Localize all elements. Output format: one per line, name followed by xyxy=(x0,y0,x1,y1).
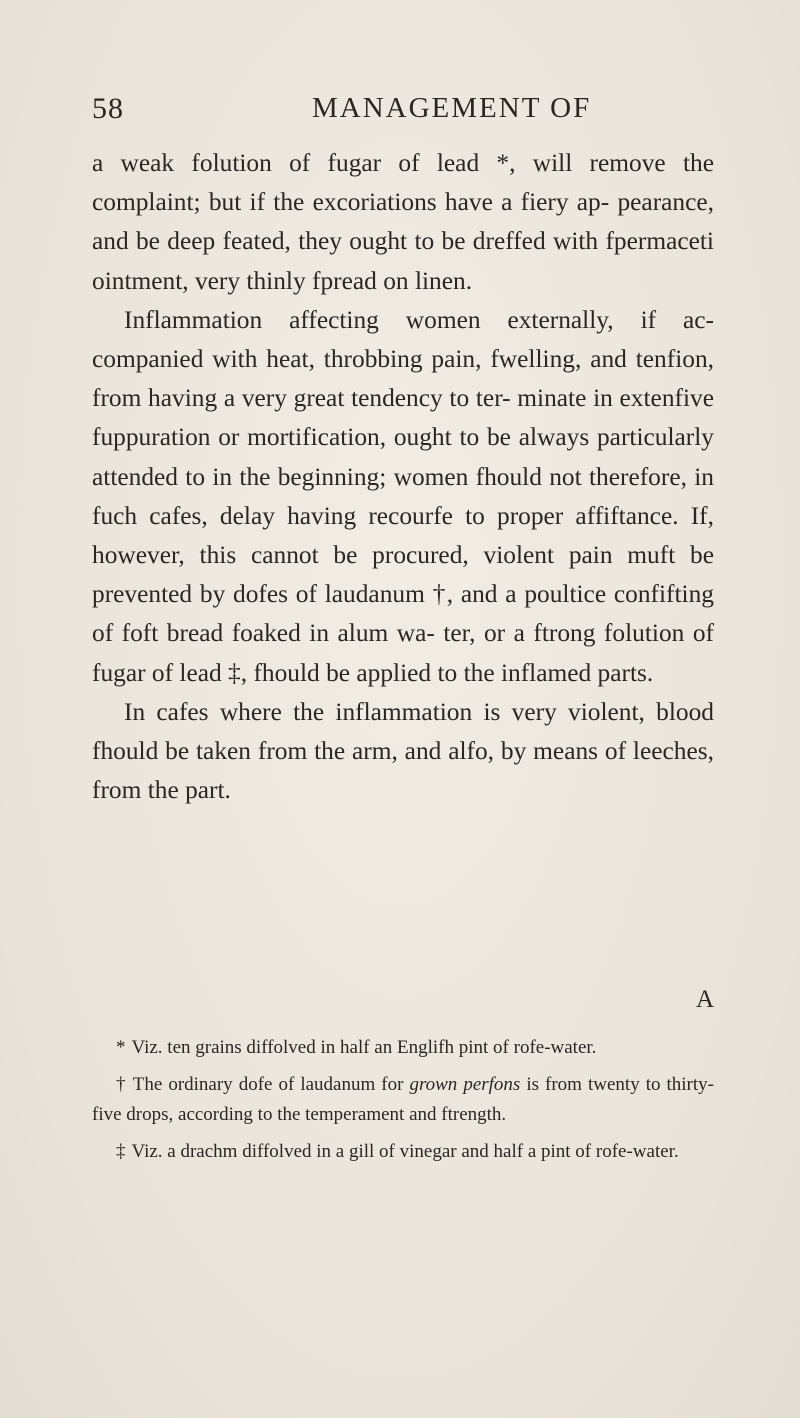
footnote-3-text: Viz. a drachm diffolved in a gill of vinegar and half a pint of rofe-water. xyxy=(131,1140,679,1162)
body-text xyxy=(92,144,714,810)
paragraph-3: In cafes where the inflammation is very violent, blood fhould be taken from the arm, and alfo, by means of leeches, from the part. xyxy=(92,697,714,805)
page-header xyxy=(92,92,732,132)
footnote-2 xyxy=(92,1070,714,1131)
footnote-3 xyxy=(92,1137,714,1168)
page-number: 58 xyxy=(92,92,124,125)
footnote-3-mark: ‡ xyxy=(116,1140,126,1162)
catchword: A xyxy=(696,986,715,1013)
running-title: MANAGEMENT OF xyxy=(312,92,592,124)
footnote-1-text: Viz. ten grains diffolved in half an Englifh pint of rofe-water. xyxy=(131,1037,597,1058)
footnote-2-text-italic: grown perfons xyxy=(409,1073,521,1095)
footnote-2-mark: † xyxy=(116,1073,127,1095)
footnote-1 xyxy=(92,1033,714,1064)
footnotes xyxy=(92,1033,714,1173)
paragraph-2: Inflammation affecting women externally, if ac- companied with heat, throbbing pain, fwelling, and tenfion, from having a very great tendency to ter- minate in extenfive fuppuration or mortification, ought to be always particularly attended to in the beginning; women fhould not therefore, in fuch cafes, delay having recourfe to proper affiftance. If, however, this cannot be procured, violent pain muft be prevented by dofes of laudanum †, and a poultice confifting of foft bread foaked in alum wa- ter, or a ftrong folution of fugar of lead ‡, fhould be applied to the inflamed parts. xyxy=(92,305,714,687)
paragraph-1: a weak folution of fugar of lead *, will remove the complaint; but if the excoriations have a fiery ap- pearance, and be deep feated, they ought to be dreffed with fpermaceti ointment, very thinly fpread on linen. xyxy=(92,149,714,295)
footnote-2-text-before: The ordinary dofe of laudanum for xyxy=(132,1073,410,1095)
footnote-2-text-after: is from twenty to thirty-five drops, according to the temperament and ftrength. xyxy=(92,1073,714,1125)
footnote-1-mark: * xyxy=(116,1037,126,1058)
